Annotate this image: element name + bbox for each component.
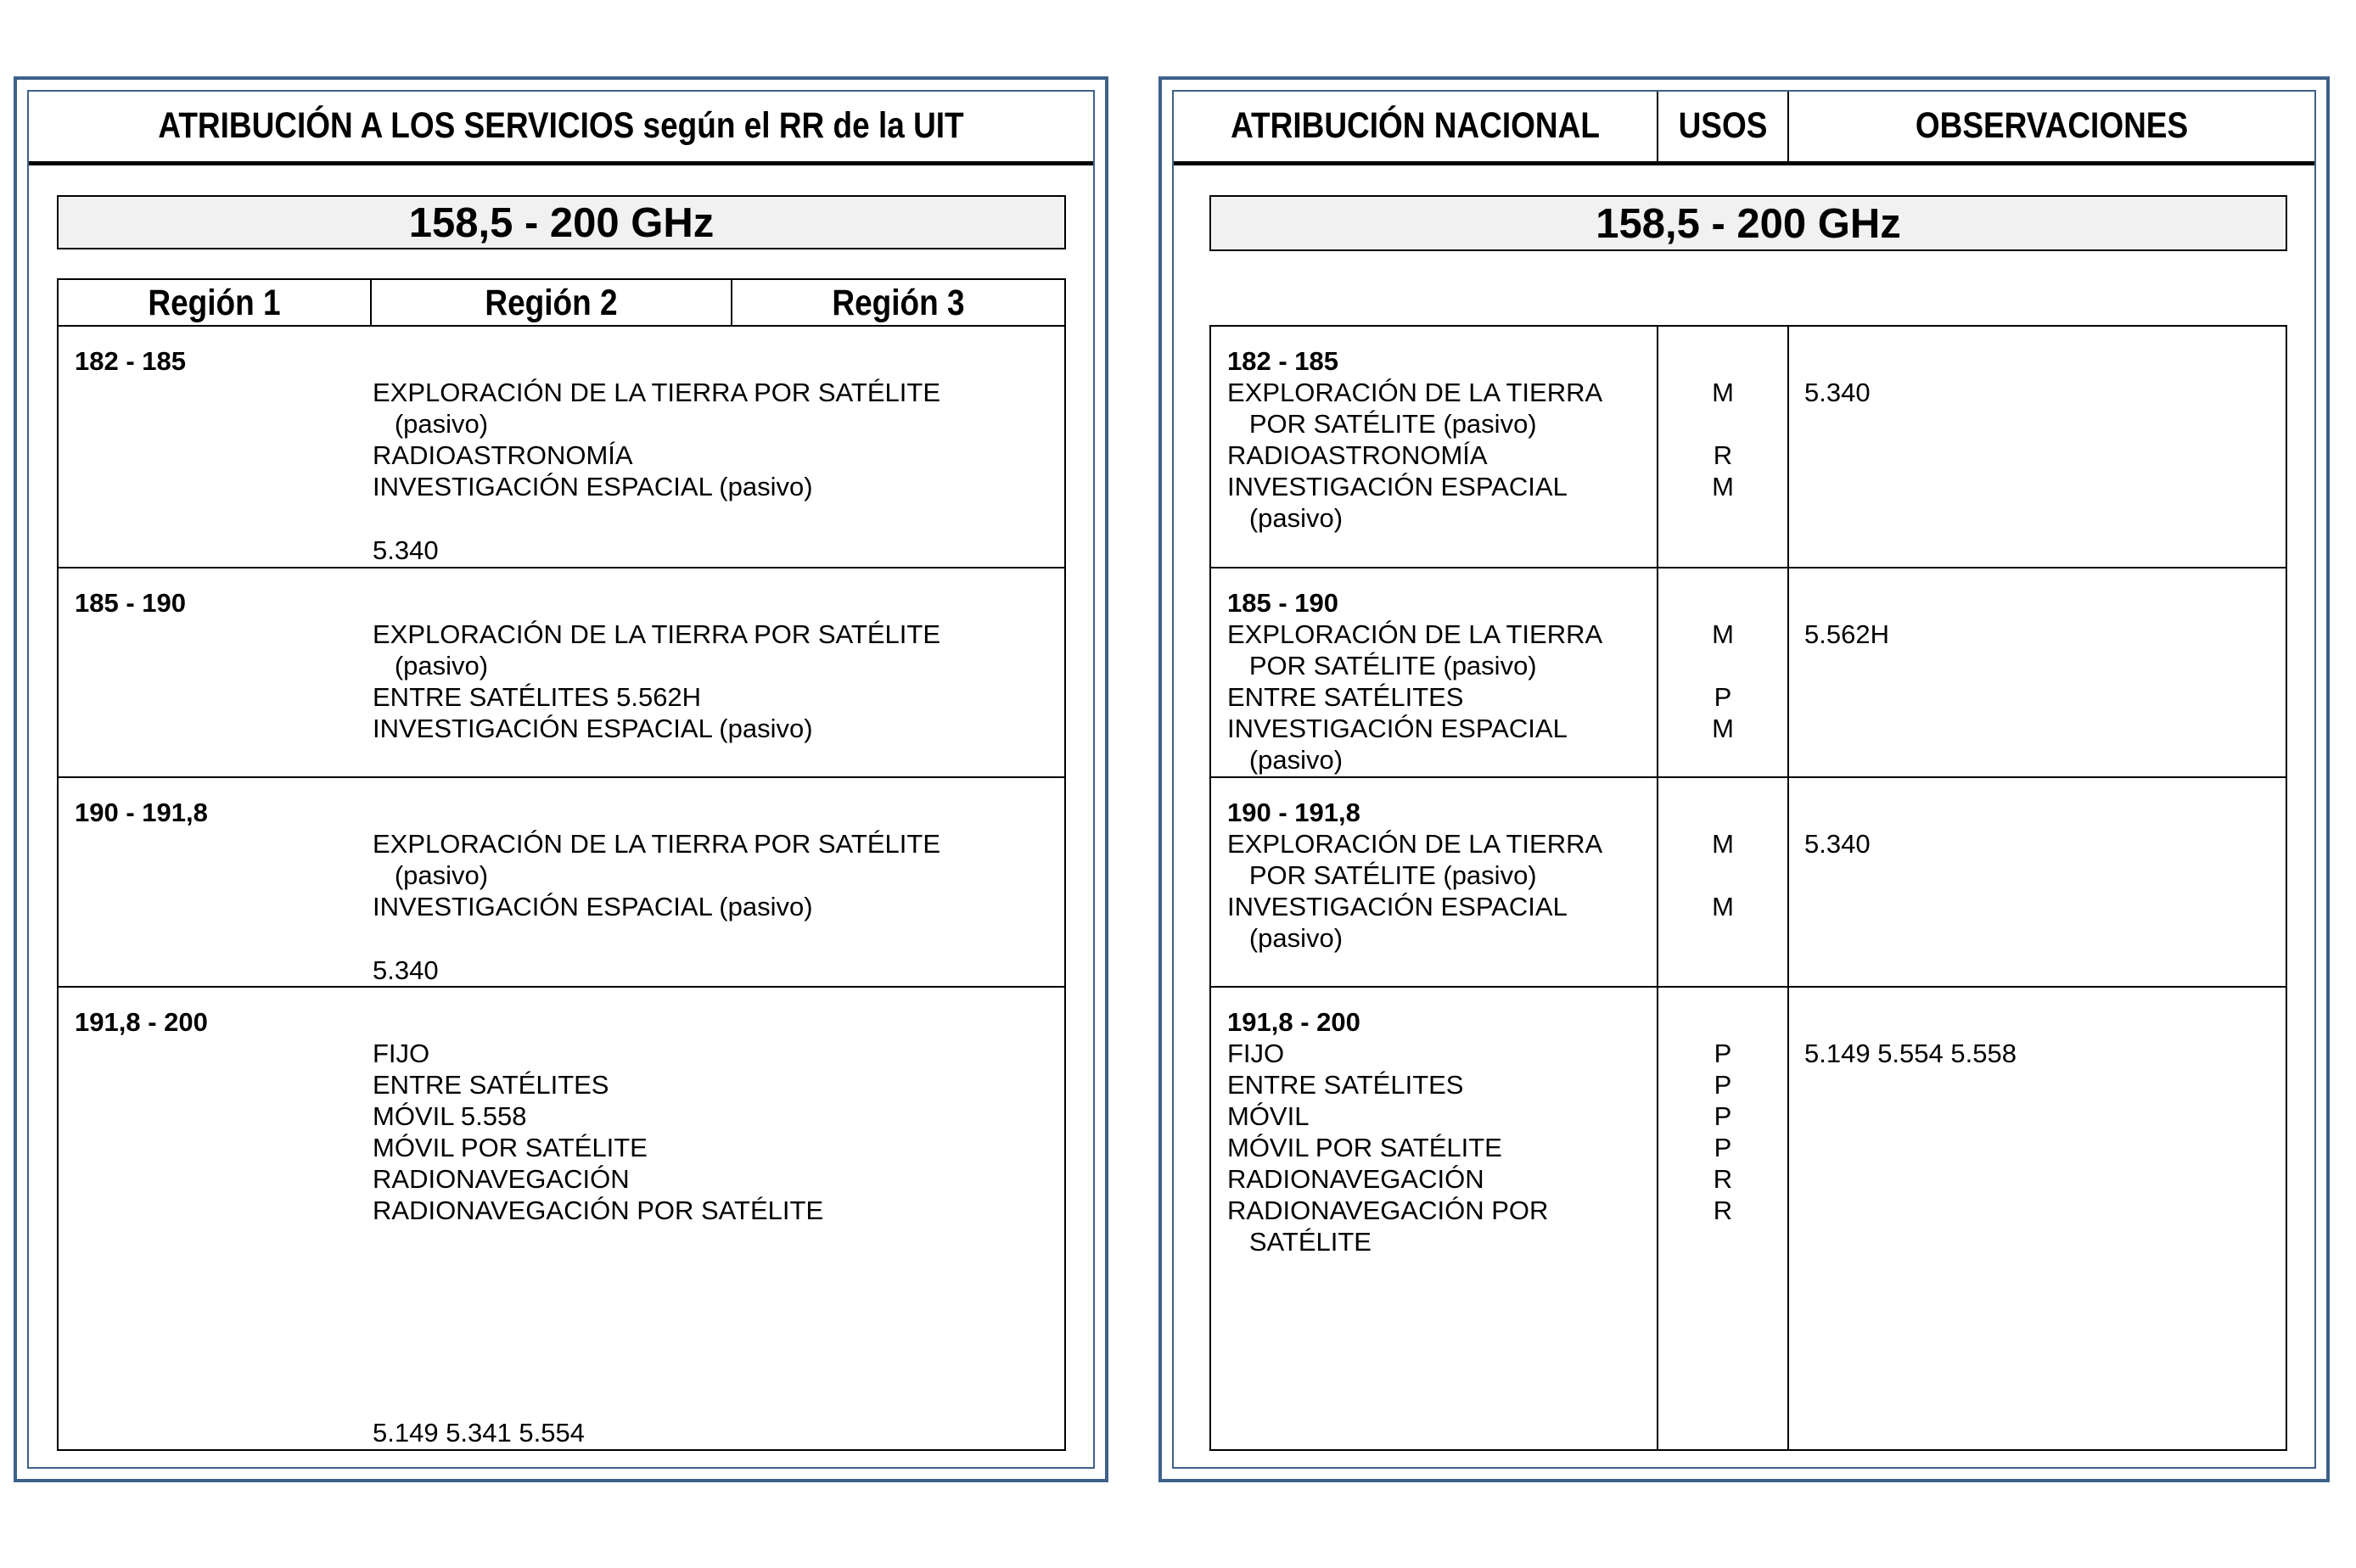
right-row-use: P — [1714, 682, 1732, 712]
right-row-use: M — [1712, 892, 1734, 921]
right-row-service: INVESTIGACIÓN ESPACIAL — [1227, 472, 1568, 501]
right-row-use: M — [1712, 378, 1734, 407]
left-row-footnote: 5.340 — [373, 955, 439, 985]
left-row-footnote: 5.340 — [373, 535, 439, 565]
left-row-service: (pasivo) — [373, 409, 489, 439]
left-row-service: RADIOASTRONOMÍA — [373, 440, 633, 470]
right-row-use: M — [1712, 619, 1734, 649]
right-row-service: SATÉLITE — [1227, 1227, 1372, 1257]
row-divider — [1209, 986, 2287, 988]
region-header-rule — [57, 325, 1066, 327]
right-row-service: (pasivo) — [1227, 745, 1343, 775]
national-allocation-header: ATRIBUCIÓN NACIONAL — [1231, 105, 1600, 146]
right-row-service: RADIONAVEGACIÓN POR — [1227, 1196, 1549, 1225]
left-row-freq: 182 - 185 — [75, 346, 186, 376]
left-row-service: EXPLORACIÓN DE LA TIERRA POR SATÉLITE — [373, 619, 940, 649]
right-row-service: EXPLORACIÓN DE LA TIERRA — [1227, 619, 1603, 649]
row-divider — [57, 986, 1066, 988]
right-row-service: INVESTIGACIÓN ESPACIAL — [1227, 714, 1568, 743]
left-row-service: INVESTIGACIÓN ESPACIAL (pasivo) — [373, 892, 813, 921]
right-row-use: P — [1714, 1101, 1732, 1131]
right-row-use: R — [1713, 1196, 1733, 1225]
right-row-use: M — [1712, 714, 1734, 743]
right-row-service: RADIONAVEGACIÓN — [1227, 1164, 1484, 1194]
uses-header: USOS — [1678, 105, 1768, 146]
left-row-service: (pasivo) — [373, 860, 489, 890]
left-row-freq: 185 - 190 — [75, 588, 186, 618]
right-row-observation: 5.562H — [1804, 619, 1889, 649]
right-row-service: MÓVIL — [1227, 1101, 1310, 1131]
observations-header: OBSERVACIONES — [1915, 105, 2189, 146]
right-row-service: EXPLORACIÓN DE LA TIERRA — [1227, 378, 1603, 407]
left-row-service: INVESTIGACIÓN ESPACIAL (pasivo) — [373, 472, 813, 501]
right-row-use: M — [1712, 472, 1734, 501]
left-row-service: FIJO — [373, 1039, 430, 1068]
right-header-rule — [1174, 161, 2314, 165]
right-row-service: FIJO — [1227, 1039, 1285, 1068]
left-row-service: EXPLORACIÓN DE LA TIERRA POR SATÉLITE — [373, 378, 940, 407]
right-row-service: ENTRE SATÉLITES — [1227, 1070, 1464, 1100]
region-divider-2 — [731, 278, 732, 327]
left-row-freq: 190 - 191,8 — [75, 798, 208, 827]
left-row-service: INVESTIGACIÓN ESPACIAL (pasivo) — [373, 714, 813, 743]
right-row-observation: 5.340 — [1804, 378, 1871, 407]
header-divider-2 — [1787, 92, 1789, 163]
right-row-service: EXPLORACIÓN DE LA TIERRA — [1227, 829, 1603, 859]
right-band-title: 158,5 - 200 GHz — [1209, 195, 2287, 251]
right-row-use: R — [1713, 440, 1733, 470]
column-divider-2 — [1787, 325, 1789, 1451]
right-row-freq: 185 - 190 — [1227, 588, 1338, 618]
right-row-use: P — [1714, 1133, 1732, 1162]
left-row-service: EXPLORACIÓN DE LA TIERRA POR SATÉLITE — [373, 829, 940, 859]
left-row-service: MÓVIL 5.558 — [373, 1101, 527, 1131]
left-header-rule — [29, 161, 1093, 165]
left-header-title: ATRIBUCIÓN A LOS SERVICIOS según el RR de la UIT — [158, 105, 964, 146]
right-row-service: INVESTIGACIÓN ESPACIAL — [1227, 892, 1568, 921]
right-row-use: P — [1714, 1039, 1732, 1068]
left-row-service: ENTRE SATÉLITES 5.562H — [373, 682, 702, 712]
right-row-service: ENTRE SATÉLITES — [1227, 682, 1464, 712]
left-row-footnote: 5.149 5.341 5.554 — [373, 1418, 585, 1448]
right-row-service: POR SATÉLITE (pasivo) — [1227, 409, 1537, 439]
right-row-service: MÓVIL POR SATÉLITE — [1227, 1133, 1502, 1162]
header-divider-1 — [1657, 92, 1658, 163]
left-row-service: (pasivo) — [373, 651, 489, 680]
right-row-use: R — [1713, 1164, 1733, 1194]
right-row-freq: 190 - 191,8 — [1227, 798, 1360, 827]
region-1-header: Región 1 — [148, 283, 281, 323]
left-row-service: RADIONAVEGACIÓN POR SATÉLITE — [373, 1196, 824, 1225]
right-row-freq: 182 - 185 — [1227, 346, 1338, 376]
right-row-use: P — [1714, 1070, 1732, 1100]
left-row-service: MÓVIL POR SATÉLITE — [373, 1133, 648, 1162]
right-row-service: (pasivo) — [1227, 923, 1343, 953]
right-row-observation: 5.149 5.554 5.558 — [1804, 1039, 2017, 1068]
right-row-observation: 5.340 — [1804, 829, 1871, 859]
left-row-service: ENTRE SATÉLITES — [373, 1070, 609, 1100]
right-row-use: M — [1712, 829, 1734, 859]
right-row-freq: 191,8 - 200 — [1227, 1007, 1360, 1037]
left-band-title: 158,5 - 200 GHz — [57, 195, 1066, 249]
region-3-header: Región 3 — [832, 283, 965, 323]
left-row-freq: 191,8 - 200 — [75, 1007, 208, 1037]
right-row-service: POR SATÉLITE (pasivo) — [1227, 860, 1537, 890]
region-2-header: Región 2 — [485, 283, 618, 323]
right-row-service: RADIOASTRONOMÍA — [1227, 440, 1488, 470]
right-row-service: POR SATÉLITE (pasivo) — [1227, 651, 1537, 680]
left-row-service: RADIONAVEGACIÓN — [373, 1164, 630, 1194]
row-divider — [1209, 567, 2287, 568]
row-divider — [57, 567, 1066, 568]
region-divider-1 — [370, 278, 372, 327]
row-divider — [1209, 776, 2287, 778]
row-divider — [57, 776, 1066, 778]
right-row-service: (pasivo) — [1227, 503, 1343, 533]
